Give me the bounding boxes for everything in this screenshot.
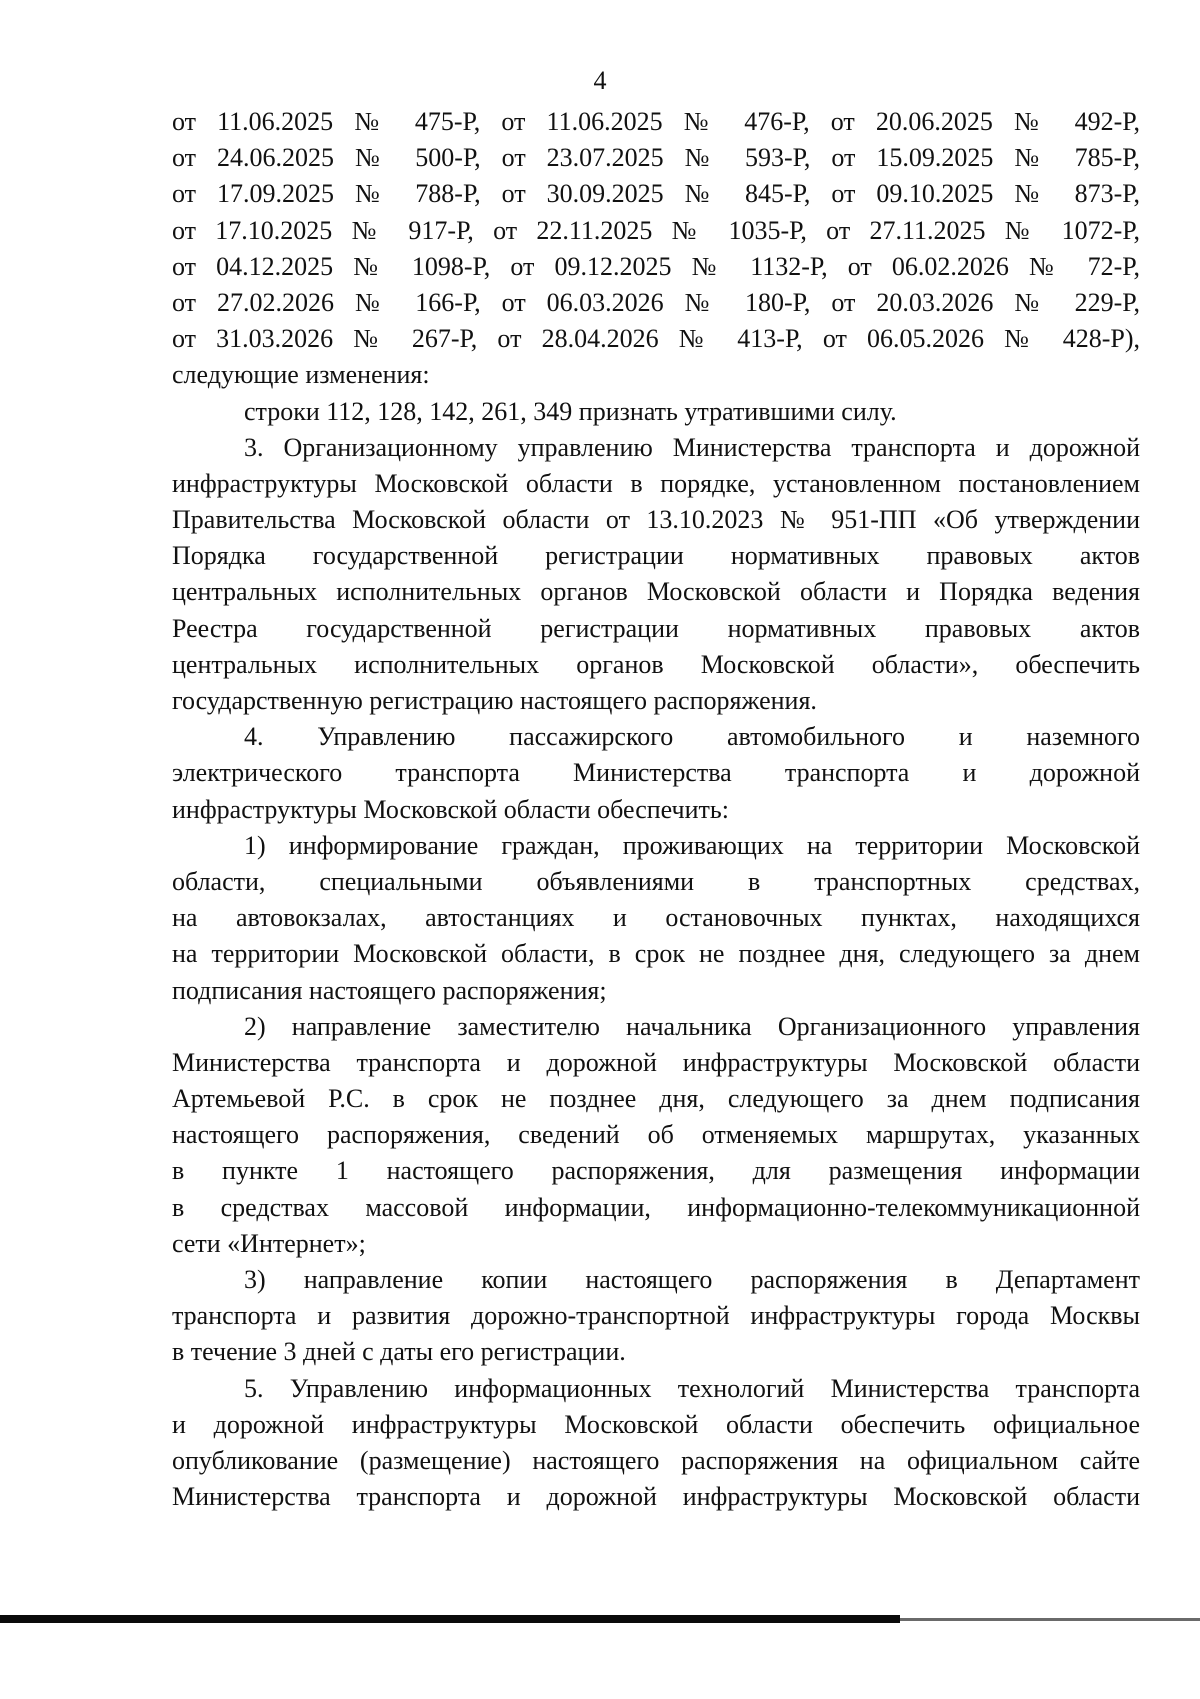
text-line: подписания настоящего распоряжения; xyxy=(172,975,607,1005)
text-line: Министерства транспорта и дорожной инфраструктуры Московской области xyxy=(172,1047,1140,1077)
text-line: сети «Интернет»; xyxy=(172,1228,366,1258)
bottom-scan-rule xyxy=(0,1615,900,1623)
text-line: Артемьевой Р.С. в срок не позднее дня, следующего за днем подписания xyxy=(172,1084,1140,1114)
text-line: 3. Организационному управлению Министерства транспорта и дорожной xyxy=(244,432,1140,462)
text-line: в средствах массовой информации, информационно-телекоммуникационной xyxy=(172,1192,1140,1222)
text-line: 1) информирование граждан, проживающих на территории Московской xyxy=(244,830,1140,860)
text-line: Министерства транспорта и дорожной инфраструктуры Московской области xyxy=(172,1482,1140,1512)
bottom-scan-rule-fade xyxy=(900,1618,1200,1621)
text-line: области, специальными объявлениями в транспортных средствах, xyxy=(172,866,1140,896)
text-line: от 31.03.2026 № 267-Р, от 28.04.2026 № 413-Р, от 06.05.2026 № 428-Р), xyxy=(172,324,1140,354)
text-line: 4. Управлению пассажирского автомобильного и наземного xyxy=(244,722,1140,752)
text-line: опубликование (размещение) настоящего распоряжения на официальном сайте xyxy=(172,1445,1140,1475)
text-line: в пункте 1 настоящего распоряжения, для размещения информации xyxy=(172,1156,1140,1186)
text-line: следующие изменения: xyxy=(172,360,430,390)
text-line: на автовокзалах, автостанциях и остановочных пунктах, находящихся xyxy=(172,903,1140,933)
text-line: от 17.10.2025 № 917-Р, от 22.11.2025 № 1035-Р, от 27.11.2025 № 1072-Р, xyxy=(172,215,1140,245)
text-line: на территории Московской области, в срок не позднее дня, следующего за днем xyxy=(172,939,1140,969)
text-line: 5. Управлению информационных технологий Министерства транспорта xyxy=(244,1373,1140,1403)
text-line: строки 112, 128, 142, 261, 349 признать утратившими силу. xyxy=(244,396,897,426)
text-line: 3) направление копии настоящего распоряжения в Департамент xyxy=(244,1265,1140,1294)
text-line: от 27.02.2026 № 166-Р, от 06.03.2026 № 180-Р, от 20.03.2026 № 229-Р, xyxy=(172,287,1140,317)
text-line: инфраструктуры Московской области обеспечить: xyxy=(172,794,729,824)
text-line: в течение 3 дней с даты его регистрации. xyxy=(172,1337,626,1367)
text-line: и дорожной инфраструктуры Московской области обеспечить официальное xyxy=(172,1409,1140,1439)
text-line: электрического транспорта Министерства транспорта и дорожной xyxy=(172,758,1140,788)
page-number: 4 xyxy=(593,66,607,95)
text-line: инфраструктуры Московской области в порядке, установленном постановлением xyxy=(172,468,1140,498)
text-line: настоящего распоряжения, сведений об отменяемых маршрутах, указанных xyxy=(172,1120,1140,1150)
text-line: Правительства Московской области от 13.10.2023 № 951-ПП «Об утверждении xyxy=(172,505,1140,535)
document-body xyxy=(172,104,1140,1515)
text-line: от 04.12.2025 № 1098-Р, от 09.12.2025 № 1132-Р, от 06.02.2026 № 72-Р, xyxy=(172,251,1140,281)
text-line: Реестра государственной регистрации нормативных правовых актов xyxy=(172,613,1140,643)
text-line: от 24.06.2025 № 500-Р, от 23.07.2025 № 593-Р, от 15.09.2025 № 785-Р, xyxy=(172,143,1140,173)
text-line: центральных исполнительных органов Московской области и Порядка ведения xyxy=(172,577,1140,607)
text-line: от 11.06.2025 № 475-Р, от 11.06.2025 № 476-Р, от 20.06.2025 № 492-Р, xyxy=(172,107,1140,136)
text-line: центральных исполнительных органов Московской области», обеспечить xyxy=(172,649,1140,679)
text-line: транспорта и развития дорожно-транспортной инфраструктуры города Москвы xyxy=(172,1301,1140,1331)
text-line: от 17.09.2025 № 788-Р, от 30.09.2025 № 845-Р, от 09.10.2025 № 873-Р, xyxy=(172,179,1140,209)
text-line: государственную регистрацию настоящего распоряжения. xyxy=(172,686,817,715)
text-line: 2) направление заместителю начальника Организационного управления xyxy=(244,1011,1140,1041)
text-line: Порядка государственной регистрации нормативных правовых актов xyxy=(172,541,1140,571)
